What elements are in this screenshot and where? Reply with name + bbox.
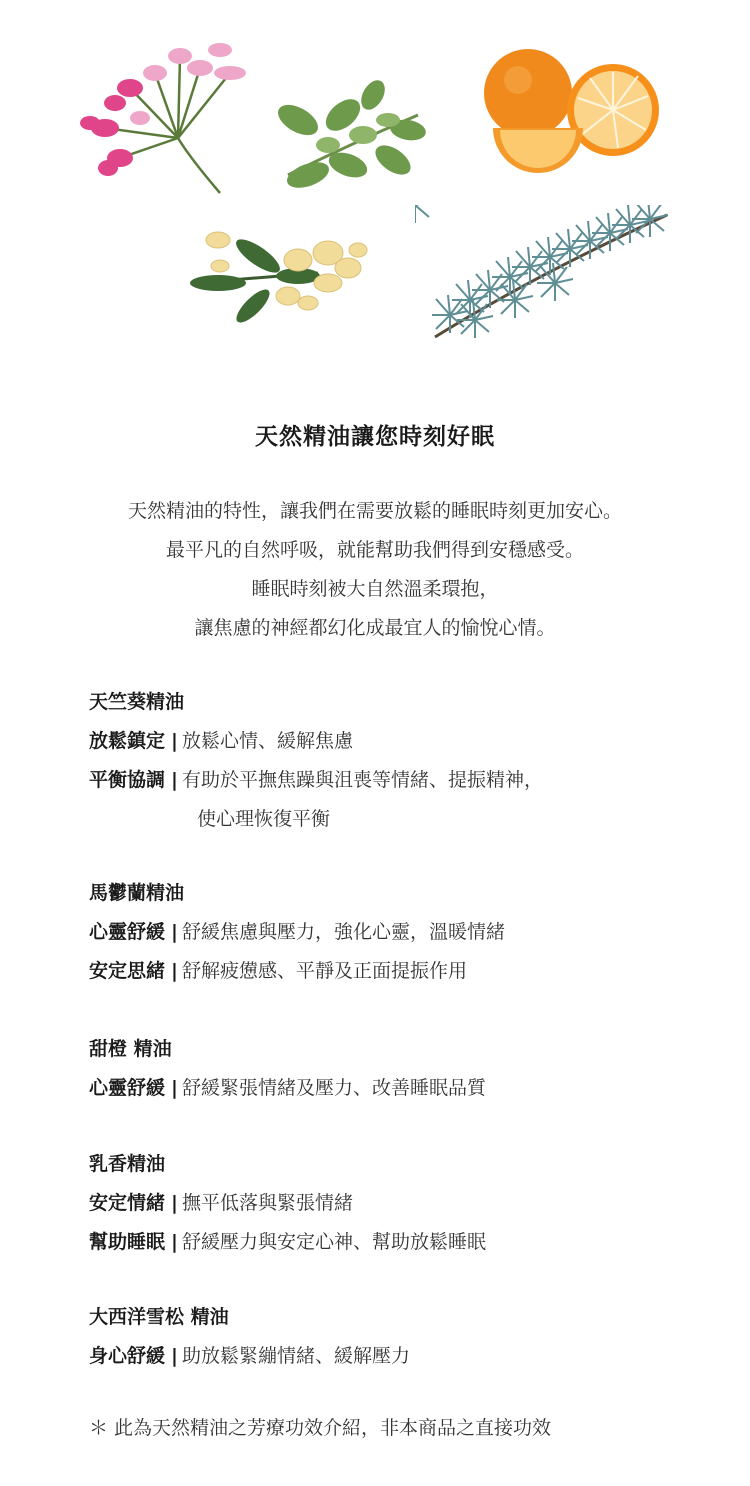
benefit-value: 有助於平撫焦躁與沮喪等情緒、提振精神， [181, 769, 543, 791]
section-title: 天竺葵精油 [89, 691, 185, 713]
intro-line: 睡眠時刻被大自然溫柔環抱， [251, 578, 499, 600]
section-marjoram [89, 873, 709, 991]
separator: | [171, 1077, 178, 1099]
benefit-value: 舒解疲憊感、平靜及正面提振作用 [181, 960, 467, 982]
page-title: 天然精油讓您時刻好眠 [255, 424, 495, 450]
separator: | [171, 1231, 178, 1253]
section-title: 大西洋雪松 精油 [89, 1306, 229, 1328]
section-geranium [89, 682, 709, 839]
section-atlas-cedar [89, 1297, 709, 1376]
benefit-value: 放鬆心情、緩解焦慮 [181, 730, 353, 752]
benefit-row [89, 761, 709, 800]
benefit-row [89, 952, 709, 991]
section-title: 乳香精油 [89, 1153, 166, 1175]
disclaimer-footnote: ＊ 此為天然精油之芳療功效介紹，非本商品之直接功效 [89, 1417, 552, 1439]
benefit-row [89, 1337, 709, 1376]
separator: | [171, 769, 178, 791]
section-title: 馬鬱蘭精油 [89, 882, 185, 904]
benefit-row [89, 1223, 709, 1262]
hero-images [0, 0, 750, 370]
separator: | [171, 1192, 178, 1214]
section-title: 甜橙 精油 [89, 1038, 172, 1060]
benefit-value: 舒緩焦慮與壓力，強化心靈，溫暖情緒 [181, 921, 505, 943]
benefit-key: 心靈舒緩 [89, 921, 166, 943]
frankincense-image [188, 228, 378, 323]
benefit-key: 安定情緒 [89, 1192, 166, 1214]
intro-line: 讓焦慮的神經都幻化成最宜人的愉悅心情。 [194, 617, 556, 639]
benefit-value: 助放鬆緊繃情緒、緩解壓力 [181, 1345, 410, 1367]
separator: | [171, 1345, 178, 1367]
benefit-key: 平衡協調 [89, 769, 166, 791]
separator: | [171, 960, 178, 982]
benefit-row [89, 722, 709, 761]
benefit-key: 放鬆鎮定 [89, 730, 166, 752]
benefit-key: 幫助睡眠 [89, 1231, 166, 1253]
benefit-continuation: 使心理恢復平衡 [197, 808, 331, 830]
benefit-row [89, 913, 709, 952]
benefit-value: 撫平低落與緊張情緒 [181, 1192, 353, 1214]
benefit-value: 舒緩壓力與安定心神、幫助放鬆睡眠 [181, 1231, 486, 1253]
atlas-cedar-image [415, 205, 675, 345]
benefit-value: 舒緩緊張情緒及壓力、改善睡眠品質 [181, 1077, 486, 1099]
intro-paragraph [0, 492, 750, 648]
separator: | [171, 730, 178, 752]
separator: | [171, 921, 178, 943]
benefit-key: 安定思緒 [89, 960, 166, 982]
benefit-row [89, 1069, 709, 1108]
benefit-key: 身心舒緩 [89, 1345, 166, 1367]
benefit-row [89, 1184, 709, 1223]
intro-line: 最平凡的自然呼吸，就能幫助我們得到安穩感受。 [165, 539, 584, 561]
section-frankincense [89, 1144, 709, 1262]
sweet-orange-image [478, 48, 668, 178]
geranium-image [60, 28, 255, 198]
marjoram-image [268, 75, 438, 195]
section-sweet-orange [89, 1029, 709, 1108]
intro-line: 天然精油的特性，讓我們在需要放鬆的睡眠時刻更加安心。 [127, 500, 622, 522]
benefit-key: 心靈舒緩 [89, 1077, 166, 1099]
